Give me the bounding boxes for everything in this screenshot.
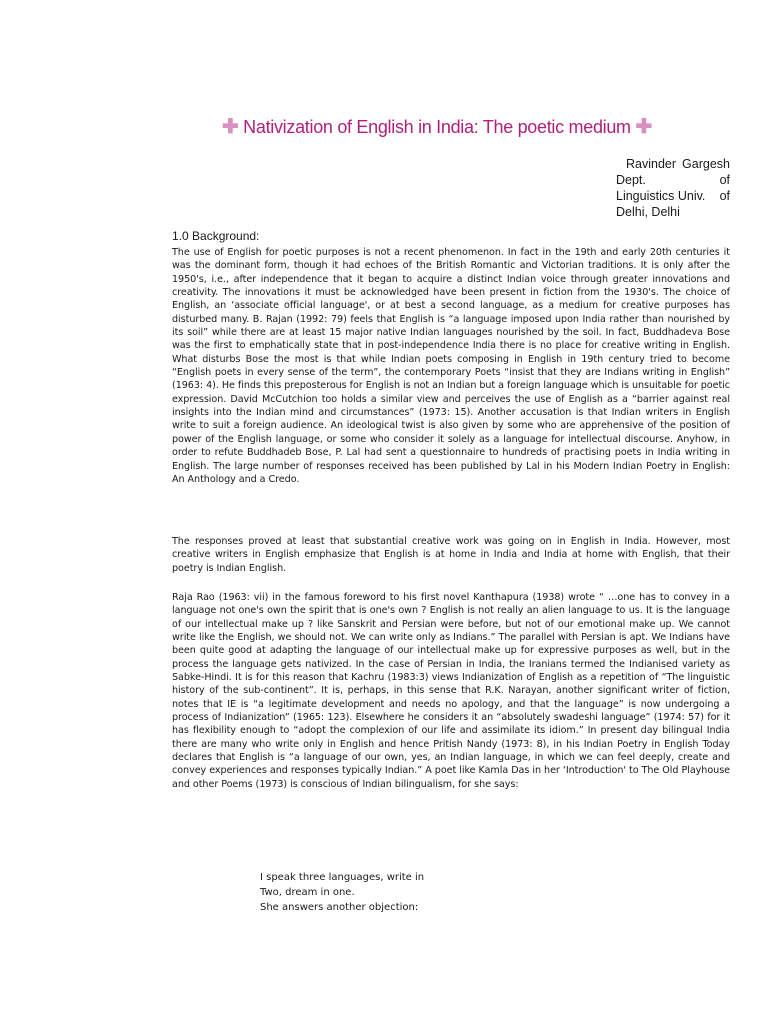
- author-line: [616, 172, 730, 188]
- poem-line: Two, dream in one.: [260, 887, 355, 898]
- author-line-right: Gargesh: [682, 157, 730, 171]
- cross-ornament-icon: ✚: [222, 116, 239, 138]
- author-line-right: of: [719, 189, 730, 203]
- author-line-left: Linguistics Univ.: [616, 189, 706, 203]
- author-line: [616, 204, 730, 220]
- poem-line: I speak three languages, write in: [260, 872, 425, 883]
- author-line: [616, 156, 730, 172]
- author-line: [616, 188, 730, 204]
- author-line-left: Ravinder: [626, 157, 677, 171]
- paragraph-text: The use of English for poetic purposes is not a recent phenomenon. In fact in the 19th and early 20th centuries it was the dominant form, though it had echoes of the British Romantic and Victorian traditions. It is only after the 1950's, i.e., after independence that it began to acquire a distinct Indian voice through greater innovations and creativity. The innovations it must be acknowledged have been present in fiction from the 1930's. The choice of English, an ‘associate official language', or at best a second language, as a medium for creative purposes has disturbed many. B. Rajan (1992: 79) feels that English is “a language imposed upon India rather than nourished by its soil” while there are at least 15 major native Indian languages nourished by the soil. In fact, Buddhadeva Bose was the first to emphatically state that in post-independence India there is no place for creative writing in English. What disturbs Bose the most is that while Indian poets composing in English in 19th century tried to become “English poets in every sense of the term”, the contemporary Poets “insist that they are Indians writing in English” (1963: 4). He finds this preposterous for English is not an Indian but a foreign language which is unsuitable for poetic expression. David McCutchion too holds a similar view and perceives the use of English as a “barrier against real insights into the Indian mind and circumstances” (1973: 15). Another accusation is that Indian writers in English write to suit a foreign audience. An ideological twist is also given by some who are apprehensive of the position of power of the English language, or some who consider it solely as a language for intellectual discourse. Anyhow, in order to refute Buddhadeb Bose, P. Lal had sent a questionnaire to hundreds of practising poets in India writing in English. The large number of responses received has been published by Lal in his Modern Indian Poetry in English: An Anthology and a Credo.: [172, 247, 730, 485]
- body-paragraph: [172, 535, 730, 575]
- document-title: [222, 114, 652, 139]
- section-heading: 1.0 Background:: [172, 229, 260, 243]
- poem-quote: [260, 870, 424, 915]
- document-title-text: Nativization of English in India: The poetic medium: [243, 117, 631, 137]
- body-paragraph: [172, 591, 730, 791]
- author-line-left: Dept.: [616, 173, 646, 187]
- body-paragraph: [172, 246, 730, 486]
- paragraph-text: The responses proved at least that substantial creative work was going on in English in India. However, most creative writers in English emphasize that English is at home in India and India at home with English, that their poetry is Indian English.: [172, 536, 730, 574]
- poem-line: She answers another objection:: [260, 902, 419, 913]
- author-line-right: of: [719, 173, 730, 187]
- cross-ornament-icon: ✚: [635, 116, 652, 138]
- paragraph-text: Raja Rao (1963: vii) in the famous foreword to his first novel Kanthapura (1938) wrote “ …one has to convey in a language not one's own the spirit that is one's own ? English is not really an alien language to us. It is the language of our intellectual make up ? like Sanskrit and Persian were before, but not of our emotional make up. We cannot write like the English, we should not. We can write only as Indians.” The parallel with Persian is apt. We Indians have been quite good at adapting the language of our intellectual make up for expressive purposes as well, but in the process the language gets nativized. In the case of Persian in India, the Iranians termed the Indianised variety as Sabke-Hindi. It is for this reason that Kachru (1983:3) views Indianization of English as a repetition of “The linguistic history of the sub-continent”. It is, perhaps, in this sense that R.K. Narayan, another significant writer of fiction, notes that IE is “a legitimate development and needs no apology, and that the language” is now undergoing a process of Indianization” (1965: 123). Elsewhere he considers it an “absolutely swadeshi language” (1974: 57) for it has flexibility enough to “adopt the complexion of our life and assimilate its idiom.” In present day bilingual India there are many who write only in English and hence Pritish Nandy (1973: 8), in his Indian Poetry in English Today declares that English is “a language of our own, yes, an Indian language, in which we can feel deeply, create and convey experiences and responses typically Indian.” A poet like Kamla Das in her ‘Introduction' to The Old Playhouse and other Poems (1973) is conscious of Indian bilingualism, for she says:: [172, 592, 730, 790]
- author-block: [616, 156, 730, 220]
- author-line-left: Delhi, Delhi: [616, 205, 680, 219]
